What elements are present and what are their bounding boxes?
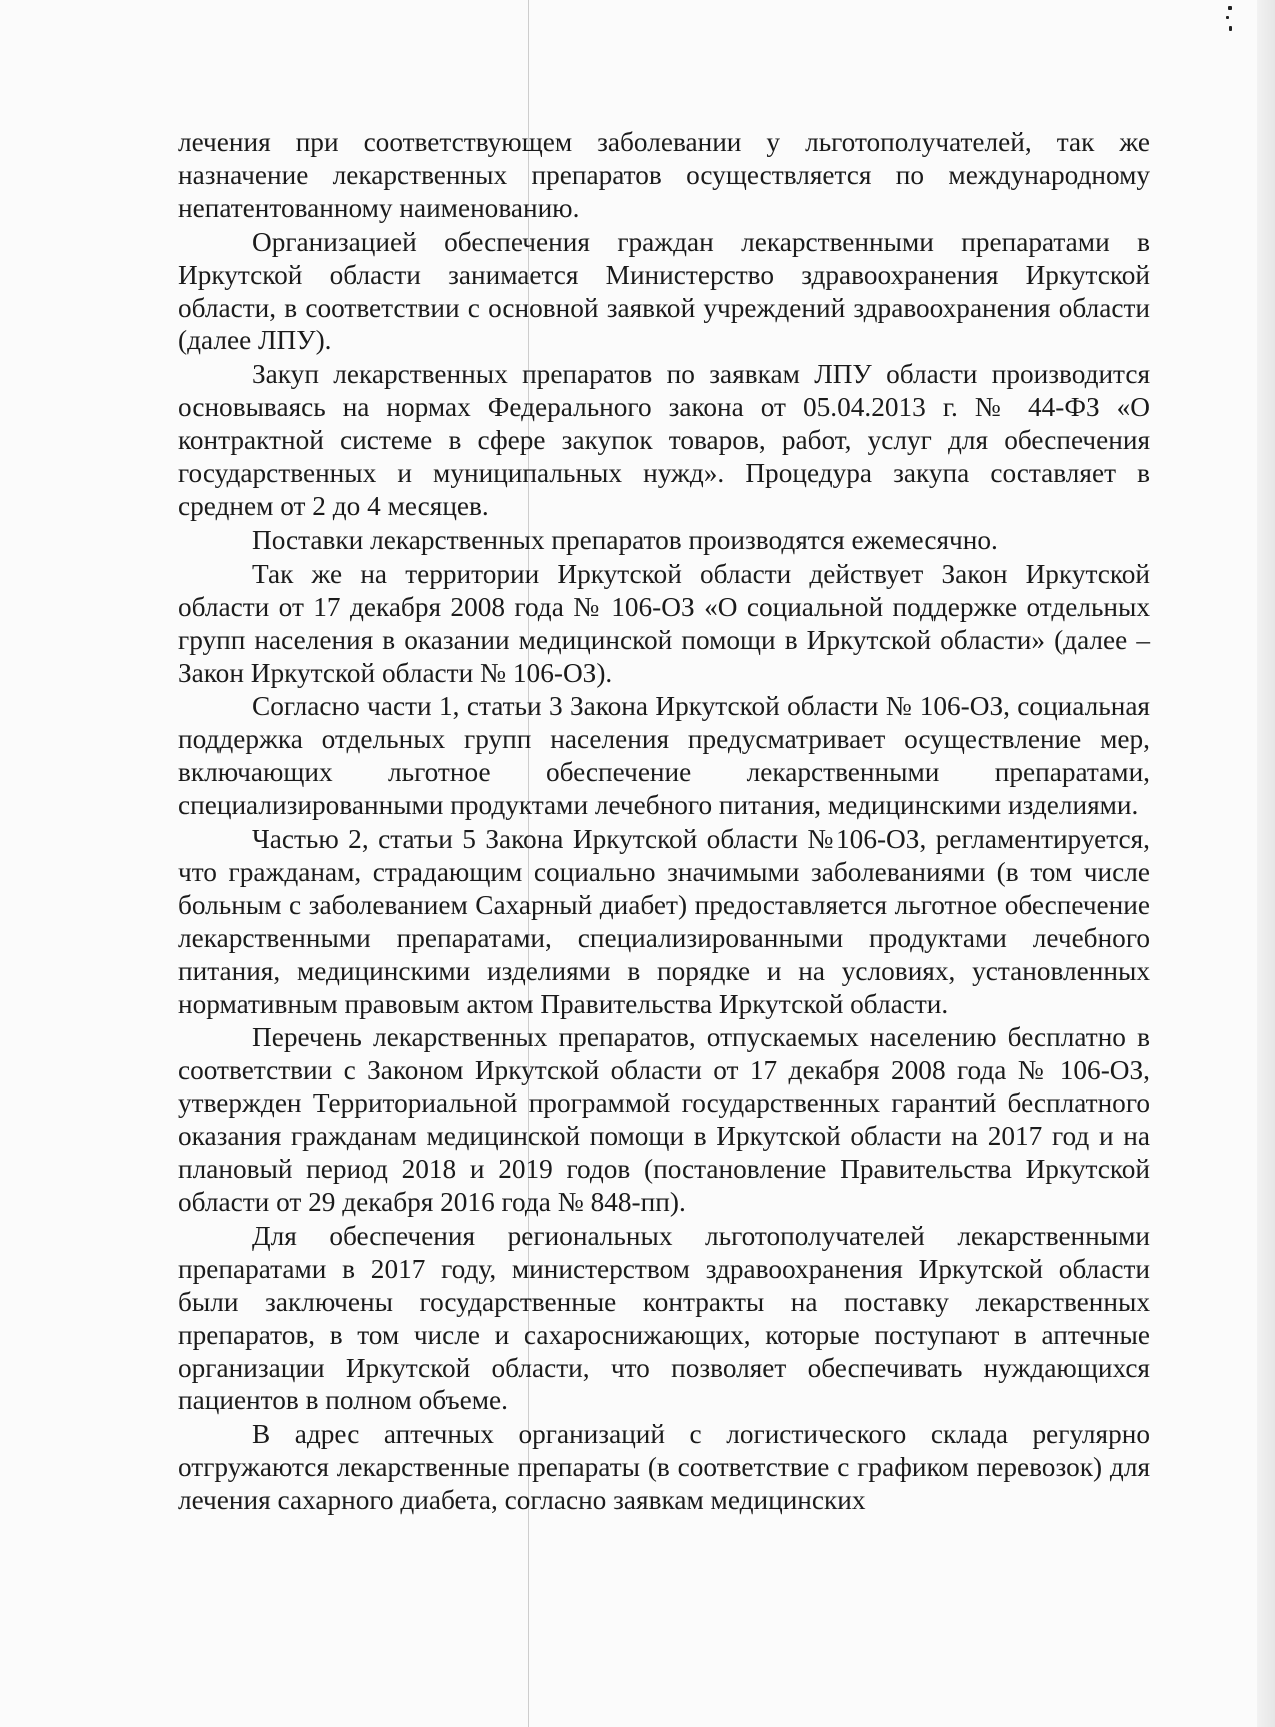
paragraph: Закуп лекарственных препаратов по заявкам ЛПУ области производится основываясь на нормах Федерального закона от 05.04.2013 г. № 44-ФЗ «О контрактной системе в сфере закупок товаров, работ, услуг для обеспечения государственных и муниципальных нужд». Процедура закупа составляет в среднем от 2 до 4 месяцев. [178,359,1150,521]
paragraph: В адрес аптечных организаций с логистического склада регулярно отгружаются лекарственные препараты (в соответствие с графиком перевозок) для лечения сахарного диабета, согласно заявкам медицинских [178,1419,1150,1516]
page-right-edge [1257,0,1275,1727]
paragraph: Организацией обеспечения граждан лекарственными препаратами в Иркутской области занимается Министерство здравоохранения Иркутской области, в соответствии с основной заявкой учреждений здравоохранения области (далее ЛПУ). [178,226,1150,356]
scan-artifact [1226,0,1236,40]
paragraph: Перечень лекарственных препаратов, отпускаемых населению бесплатно в соответствии с Законом Иркутской области от 17 декабря 2008 года № 106-ОЗ, утвержден Территориальной программой государственных гарантий бесплатного оказания гражданам медицинской помощи в Иркутской области на 2017 год и на плановый период 2018 и 2019 годов (постановление Правительства Иркутской области от 29 декабря 2016 года № 848-пп). [178,1022,1150,1217]
document-body [178,126,1150,1517]
paragraph: Для обеспечения региональных льготополучателей лекарственными препаратами в 2017 году, министерством здравоохранения Иркутской области были заключены государственные контракты на поставку лекарственных препаратов, в том числе и сахароснижающих, которые поступают в аптечные организации Иркутской области, что позволяет обеспечивать нуждающихся пациентов в полном объеме. [178,1220,1150,1416]
paragraph: Частью 2, статьи 5 Закона Иркутской области №106-ОЗ, регламентируется, что гражданам, страдающим социально значимыми заболеваниями (в том числе больным с заболеванием Сахарный диабет) предоставляется льготное обеспечение лекарственными препаратами, специализированными продуктами лечебного питания, медицинскими изделиями в порядке и на условиях, установленных нормативным правовым актом Правительства Иркутской области. [178,824,1150,1019]
paragraph: Так же на территории Иркутской области действует Закон Иркутской области от 17 декабря 2008 года № 106-ОЗ «О социальной поддержке отдельных групп населения в оказании медицинской помощи в Иркутской области» (далее – Закон Иркутской области № 106-ОЗ). [178,558,1150,688]
paragraph: Поставки лекарственных препаратов производятся ежемесячно. [252,524,998,555]
paragraph: лечения при соответствующем заболевании у льготополучателей, так же назначение лекарственных препаратов осуществляется по международному непатентованному наименованию. [178,127,1150,223]
paragraph: Согласно части 1, статьи 3 Закона Иркутской области № 106-ОЗ, социальная поддержка отдельных групп населения предусматривает осуществление мер, включающих льготное обеспечение лекарственными препаратами, специализированными продуктами лечебного питания, медицинскими изделиями. [178,691,1150,821]
